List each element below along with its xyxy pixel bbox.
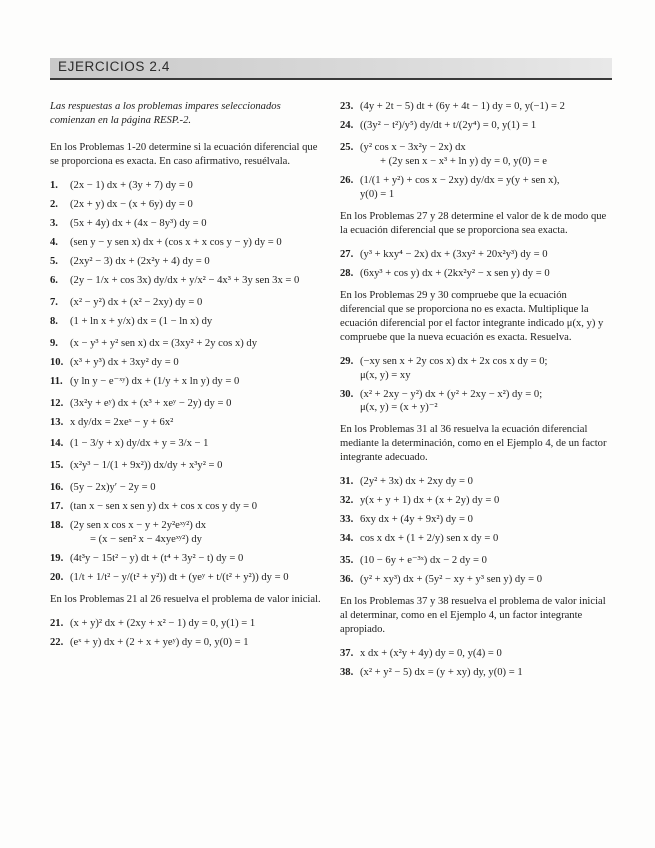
problem-equation: (tan x − sen x sen y) dx + cos x cos y dy = 0 [70, 501, 258, 513]
problem-equation: (y³ + kxy⁴ − 2x) dx + (3xy² + 20x²y³) dy = 0 [360, 248, 548, 260]
problem-number: 22. [50, 637, 64, 649]
problem-equation: (5x + 4y) dx + (4x − 8y³) dy = 0 [70, 217, 207, 229]
problem-number: 14. [50, 438, 64, 450]
problem-equation: (x³ + y³) dx + 3xy² dy = 0 [70, 356, 179, 368]
problem-equation: (x − y³ + y² sen x) dx = (3xy² + 2y cos x) dy [70, 337, 258, 349]
problem-number: 23. [340, 101, 354, 112]
section-title: EJERCICIOS 2.4 [58, 59, 170, 74]
problem-equation: x dx + (x²y + 4y) dy = 0, y(4) = 0 [360, 648, 502, 660]
problem-number: 21. [50, 618, 64, 630]
instructions-21-26: En los Problemas 21 al 26 resuelva el problema de valor inicial. [50, 594, 321, 606]
problem-32 [340, 494, 612, 508]
problem-equation: (x + y)² dx + (2xy + x² − 1) dy = 0, y(1) = 1 [70, 618, 256, 630]
problem-equation: ((3y² − t²)/y⁵) dy/dt + t/(2y⁴) = 0, y(1) = 1 [360, 119, 537, 131]
problem-equation [360, 141, 612, 169]
problem-22 [50, 636, 322, 650]
problem-equation: (sen y − y sen x) dx + (cos x + x cos y − y) dy = 0 [70, 236, 282, 248]
problem-number: 20. [50, 572, 64, 584]
problem-23 [340, 100, 612, 114]
right-column [340, 100, 612, 685]
problem-number: 24. [340, 119, 354, 131]
equation-line: (x² + 2xy − y²) dx + (y² + 2xy − x²) dy = 0; [360, 388, 543, 400]
problem-36 [340, 573, 612, 587]
header-rule [50, 78, 612, 80]
problem-7 [50, 296, 322, 310]
problem-34 [340, 532, 612, 546]
problem-equation [360, 174, 612, 202]
problem-1 [50, 179, 322, 193]
problem-equation: (1/t + 1/t² − y/(t² + y²)) dt + (yeʸ + t/(t² + y²)) dy = 0 [70, 572, 289, 584]
problem-equation: (6xy³ + cos y) dx + (2kx²y² − x sen y) dy = 0 [360, 267, 550, 279]
problem-number: 30. [340, 388, 354, 400]
problem-equation: cos x dx + (1 + 2/y) sen x dy = 0 [360, 533, 499, 545]
problem-equation: (x² − y²) dx + (x² − 2xy) dy = 0 [70, 296, 203, 308]
problem-29 [340, 355, 612, 383]
problem-37 [340, 647, 612, 661]
problem-equation [360, 388, 612, 416]
equation-line: μ(x, y) = (x + y)⁻² [360, 402, 438, 414]
problem-38 [340, 666, 612, 680]
equation-line: μ(x, y) = xy [360, 369, 411, 381]
problem-number: 28. [340, 267, 354, 279]
equation-line: y(0) = 1 [360, 188, 395, 200]
problem-equation: (y² + xy³) dx + (5y² − xy + y³ sen y) dy = 0 [360, 574, 543, 586]
problem-13 [50, 416, 322, 430]
problem-equation: (2y² + 3x) dx + 2xy dy = 0 [360, 476, 473, 488]
problem-number: 3. [50, 217, 58, 229]
equation-line: (−xy sen x + 2y cos x) dx + 2x cos x dy = 0; [360, 355, 548, 367]
problem-number: 8. [50, 315, 58, 327]
problem-19 [50, 552, 322, 566]
problem-equation: x dy/dx = 2xeˣ − y + 6x² [70, 416, 174, 428]
problem-equation: y(x + y + 1) dx + (x + 2y) dy = 0 [360, 495, 500, 507]
problem-number: 25. [340, 141, 354, 153]
problem-number: 37. [340, 648, 354, 660]
problem-equation: 6xy dx + (4y + 9x²) dy = 0 [360, 514, 473, 526]
problem-number: 35. [340, 555, 354, 567]
problem-number: 4. [50, 236, 58, 248]
problem-number: 31. [340, 476, 354, 488]
problem-equation: (eˣ + y) dx + (2 + x + yeʸ) dy = 0, y(0) = 1 [70, 637, 249, 649]
problem-21 [50, 617, 322, 631]
equation-line: (y² cos x − 3x²y − 2x) dx [360, 141, 466, 153]
problem-number: 9. [50, 337, 58, 349]
problem-equation: (2xy² − 3) dx + (2x²y + 4) dy = 0 [70, 255, 210, 267]
problem-equation: (2x + y) dx − (x + 6y) dy = 0 [70, 198, 193, 210]
instructions-37-38: En los Problemas 37 y 38 resuelva el problema de valor inicial al determinar, como en el Ejemplo 4, un factor integrante apropiado. [340, 596, 606, 636]
left-column [50, 100, 322, 655]
problem-equation: (3x²y + eʸ) dx + (x³ + xeʸ − 2y) dy = 0 [70, 397, 232, 409]
problem-number: 1. [50, 179, 58, 191]
problem-5 [50, 255, 322, 269]
problem-14 [50, 437, 322, 451]
problem-4 [50, 236, 322, 250]
problem-equation: (1 − 3/y + x) dy/dx + y = 3/x − 1 [70, 438, 209, 450]
problem-28 [340, 267, 612, 281]
section-header [50, 58, 612, 80]
problem-equation: (5y − 2x)y′ − 2y = 0 [70, 482, 156, 494]
problem-number: 32. [340, 495, 354, 507]
problem-number: 16. [50, 482, 64, 494]
problem-number: 33. [340, 514, 354, 526]
problem-30 [340, 388, 612, 416]
problem-number: 26. [340, 174, 354, 186]
problem-18 [50, 519, 322, 547]
problem-12 [50, 397, 322, 411]
problem-20 [50, 571, 322, 585]
problem-equation: (y ln y − e⁻ˣʸ) dx + (1/y + x ln y) dy = 0 [70, 375, 240, 387]
problem-equation: (4t³y − 15t² − y) dt + (t⁴ + 3y² − t) dy = 0 [70, 553, 244, 565]
problem-2 [50, 198, 322, 212]
problem-9 [50, 337, 322, 351]
problem-equation [360, 355, 612, 383]
problem-equation [70, 519, 322, 547]
problem-33 [340, 513, 612, 527]
problem-10 [50, 356, 322, 370]
problem-number: 17. [50, 501, 64, 513]
problem-35 [340, 554, 612, 568]
problem-number: 7. [50, 296, 58, 308]
problem-number: 13. [50, 416, 64, 428]
problem-number: 29. [340, 355, 354, 367]
equation-line: + (2y sen x − x³ + ln y) dy = 0, y(0) = e [380, 155, 547, 167]
instructions-1-20: En los Problemas 1-20 determine si la ecuación diferencial que se proporciona es exacta. En caso afirmativo, resuélvala. [50, 141, 318, 167]
problem-15 [50, 459, 322, 473]
problem-31 [340, 475, 612, 489]
problem-number: 5. [50, 255, 58, 267]
problem-number: 38. [340, 667, 354, 679]
problem-25 [340, 141, 612, 169]
problem-equation: (1 + ln x + y/x) dx = (1 − ln x) dy [70, 315, 213, 327]
problem-equation: (10 − 6y + e⁻³ˣ) dx − 2 dy = 0 [360, 555, 487, 567]
problem-number: 19. [50, 553, 64, 565]
problem-equation: (2x − 1) dx + (3y + 7) dy = 0 [70, 179, 193, 191]
equation-line: (2y sen x cos x − y + 2y²eˣʸ²) dx [70, 520, 207, 532]
problem-number: 6. [50, 274, 58, 286]
problem-number: 18. [50, 520, 64, 532]
problem-number: 15. [50, 460, 64, 472]
problem-17 [50, 500, 322, 514]
equation-line: = (x − sen² x − 4xyeˣʸ²) dy [90, 534, 202, 546]
problem-8 [50, 315, 322, 329]
problem-number: 12. [50, 397, 64, 409]
problem-24 [340, 119, 612, 133]
equation-line: (1/(1 + y²) + cos x − 2xy) dy/dx = y(y + sen x), [360, 174, 560, 186]
problem-number: 36. [340, 574, 354, 586]
problem-number: 10. [50, 356, 64, 368]
problem-16 [50, 481, 322, 495]
instructions-31-36: En los Problemas 31 al 36 resuelva la ecuación diferencial mediante la determinación, como en el Ejemplo 4, de un factor integrante adecuado. [340, 424, 607, 464]
answers-note: Las respuestas a los problemas impares seleccionados comienzan en la página RESP.-2. [50, 101, 281, 126]
problem-27 [340, 248, 612, 262]
problem-6 [50, 274, 322, 288]
problem-equation: (4y + 2t − 5) dt + (6y + 4t − 1) dy = 0, y(−1) = 2 [360, 101, 565, 112]
problem-3 [50, 217, 322, 231]
problem-equation: (x² + y² − 5) dx = (y + xy) dy, y(0) = 1 [360, 667, 523, 679]
instructions-29-30: En los Problemas 29 y 30 compruebe que la ecuación diferencial que se proporciona no es exacta. Multiplique la ecuación diferencial por el factor integrante indicado μ(x, y) y compruebe que la nueva ecuación es exacta. Resuelva. [340, 289, 604, 343]
problem-number: 2. [50, 198, 58, 210]
problem-number: 11. [50, 375, 63, 387]
problem-11 [50, 375, 322, 389]
problem-number: 34. [340, 533, 354, 545]
problem-equation: (x²y³ − 1/(1 + 9x²)) dx/dy + x³y² = 0 [70, 460, 223, 472]
instructions-27-28: En los Problemas 27 y 28 determine el valor de k de modo que la ecuación diferencial que se proporciona sea exacta. [340, 210, 607, 236]
problem-26 [340, 174, 612, 202]
problem-number: 27. [340, 248, 354, 260]
problem-equation: (2y − 1/x + cos 3x) dy/dx + y/x² − 4x³ + 3y sen 3x = 0 [70, 274, 300, 286]
